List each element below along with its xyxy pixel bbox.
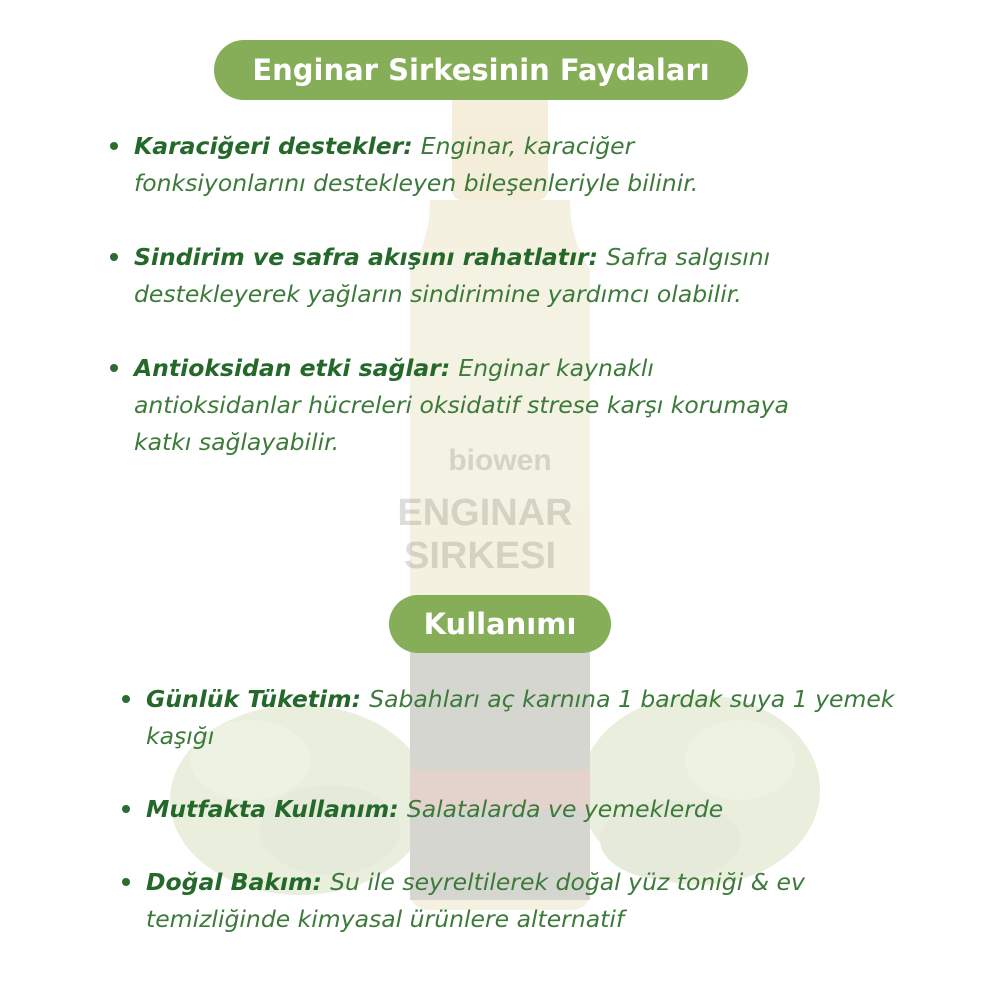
- usage-list: [120, 681, 910, 974]
- list-item: [108, 128, 808, 202]
- item-term: Antioksidan etki sağlar:: [134, 354, 459, 382]
- list-item: [120, 791, 910, 828]
- item-term: Karaciğeri destekler:: [134, 132, 421, 160]
- bullet-icon: [110, 142, 118, 150]
- bottle-brand: biowen: [448, 444, 552, 477]
- bullet-icon: [122, 878, 130, 886]
- item-text: Safra salgısını destekleyerek yağların sindirimine yardımcı olabilir.: [134, 243, 771, 308]
- item-term: Mutfakta Kullanım:: [146, 795, 407, 823]
- bullet-icon: [110, 364, 118, 372]
- benefits-title: Enginar Sirkesinin Faydaları: [214, 40, 748, 100]
- item-term: Doğal Bakım:: [146, 868, 331, 896]
- item-text: Salatalarda ve yemeklerde: [406, 795, 724, 823]
- item-text: Su ile seyreltilerek doğal yüz toniği & ev temizliğinde kimyasal ürünlere alternatif: [146, 868, 805, 933]
- usage-title: Kullanımı: [389, 595, 611, 653]
- bullet-icon: [122, 805, 130, 813]
- item-text: Enginar, karaciğer fonksiyonlarını destekleyen bileşenleriyle bilinir.: [134, 132, 699, 197]
- item-text: Enginar kaynaklı antioksidanlar hücreleri oksidatif strese karşı korumaya katkı sağlayabilir.: [134, 354, 789, 456]
- benefits-list: [108, 128, 808, 498]
- list-item: [108, 350, 808, 461]
- item-term: Sindirim ve safra akışını rahatlatır:: [134, 243, 607, 271]
- list-item: [120, 681, 910, 755]
- list-item: [108, 239, 808, 313]
- list-item: [120, 864, 910, 938]
- item-term: Günlük Tüketim:: [146, 685, 370, 713]
- bottle-name-line1: ENGINAR: [397, 492, 573, 534]
- bottle-name-line2: SIRKESI: [403, 535, 557, 577]
- bullet-icon: [122, 695, 130, 703]
- bullet-icon: [110, 253, 118, 261]
- item-text: Sabahları aç karnına 1 bardak suya 1 yemek kaşığı: [146, 685, 895, 750]
